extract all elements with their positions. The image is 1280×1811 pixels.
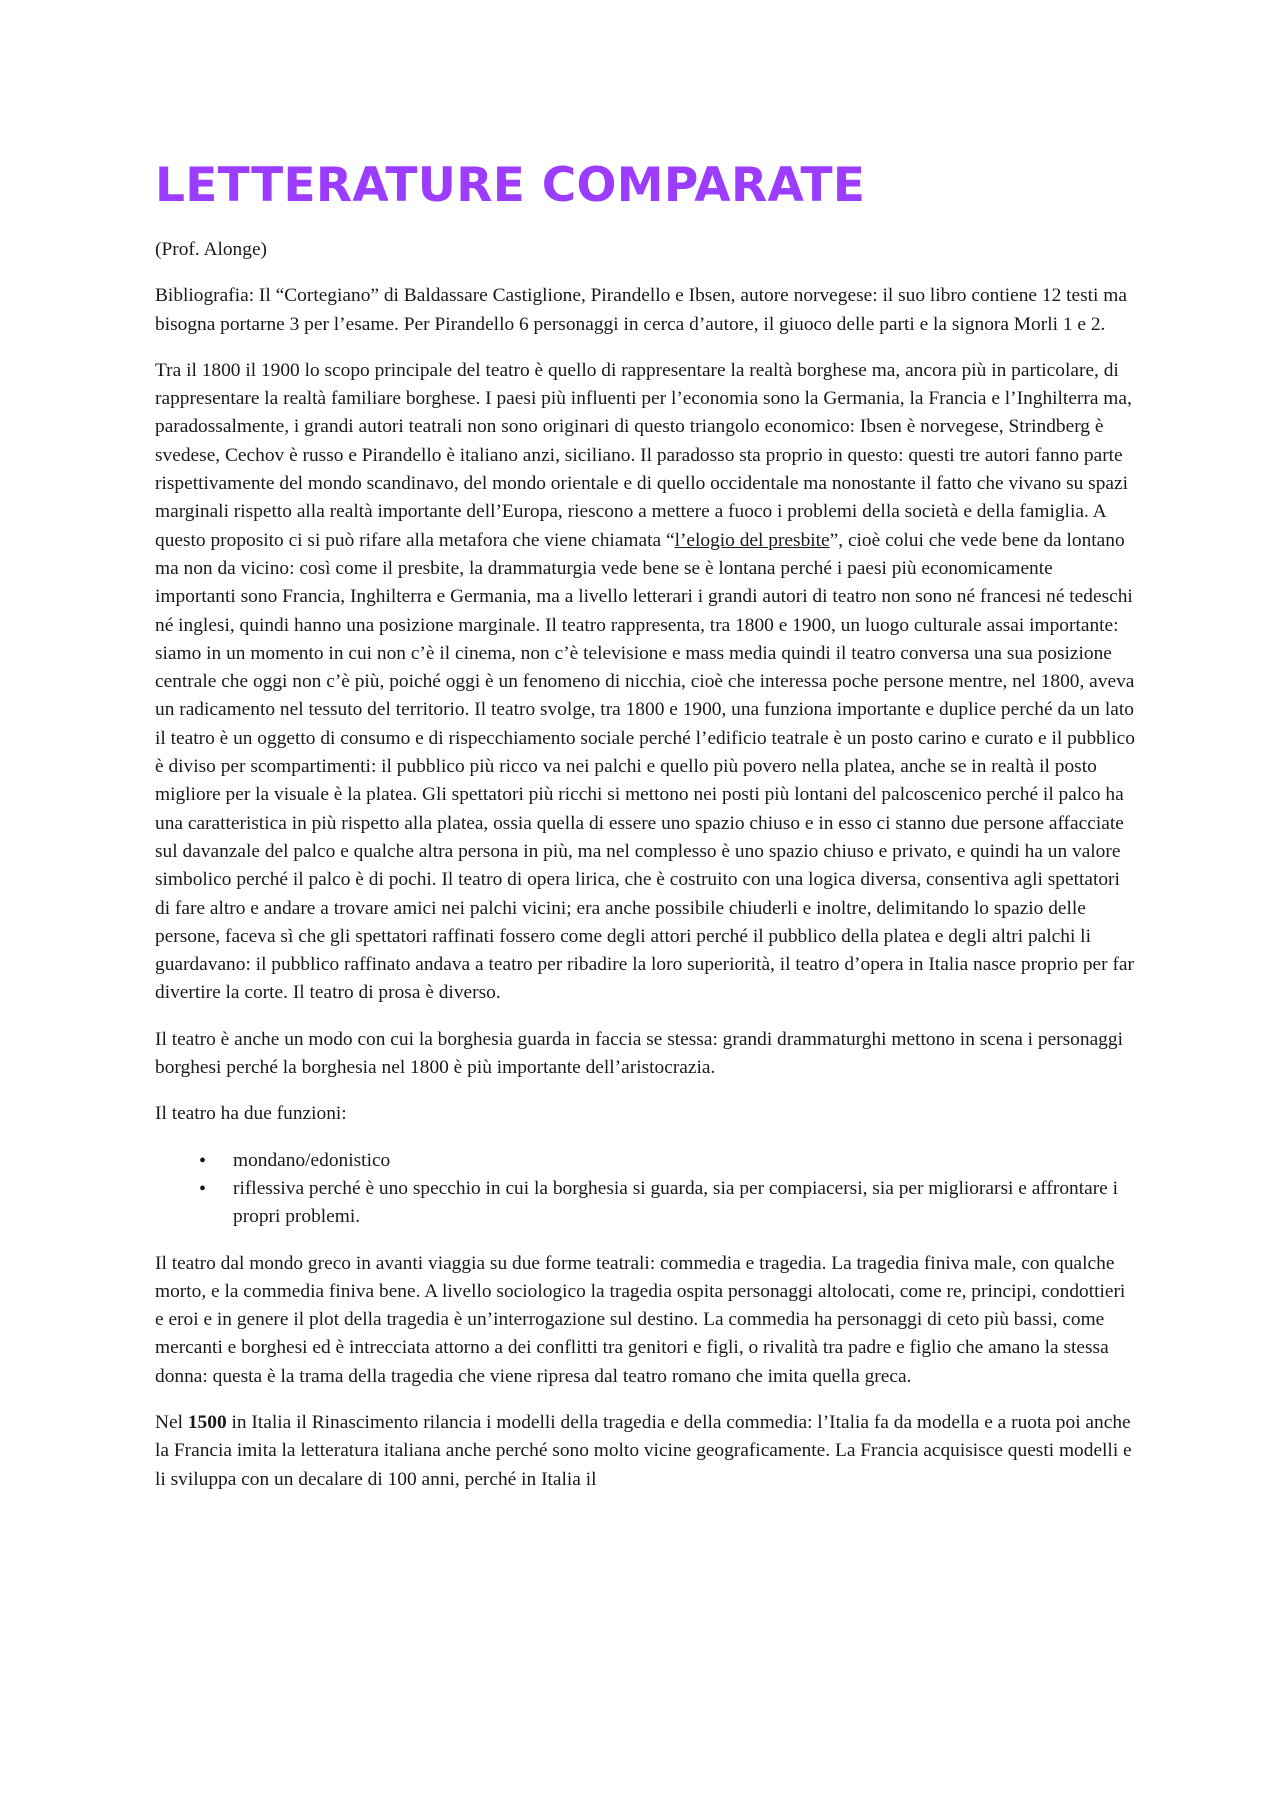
bold-year: 1500 — [187, 1411, 227, 1433]
list-item-text: mondano/edonistico — [233, 1149, 391, 1171]
list-item — [199, 1147, 1135, 1175]
paragraph-text: Nel — [155, 1411, 188, 1433]
paragraph-text: ”, cioè colui che vede bene da lontano ma non da vicino: così come il presbite, la drammaturgia vede bene se è lontana perché i paesi più economicamente importanti sono Francia, Inghilterra e Germania, ma a livello letterari i grandi autori di teatro non sono né francesi né tedeschi né inglesi, quindi hanno una posizione marginale. Il teatro rappresenta, tra 1800 e 1900, un luogo culturale assai importante: siamo in un momento in cui non c’è il cinema, non c’è televisione e mass media quindi il teatro conversa una sua posizione centrale che oggi non c’è più, poiché oggi è un fenomeno di nicchia, cioè che interessa poche persone mentre, nel 1800, aveva un radicamento nel tessuto del territorio. Il teatro svolge, tra 1800 e 1900, una funziona importante e duplice perché da un lato il teatro è un oggetto di consumo e di rispecchiamento sociale perché l’edificio teatrale è un posto carino e curato e il pubblico è diviso per scompartimenti: il pubblico più ricco va nei palchi e quello più povero nella platea, anche se in realtà il posto migliore per la visuale è la platea. Gli spettatori più ricchi si mettono nei posti più lontani del palcoscenico perché il palco ha una caratteristica in più rispetto alla platea, ossia quella di essere uno spazio chiuso e in esso ci stanno due persone affacciate sul davanzale del palco e qualche altra persona in più, ma nel complesso è uno spazio chiuso e privato, e quindi ha un valore simbolico perché il palco è di pochi. Il teatro di opera lirica, che è costruito con una logica diversa, consentiva agli spettatori di fare altro e andare a trovare amici nei palchi vicini; era anche possibile chiuderli e inoltre, delimitando lo spazio delle persone, faceva sì che gli spettatori raffinati fossero come degli attori perché il pubblico della platea e degli altri palchi li guardavano: il pubblico raffinato andava a teatro per ribadire la loro superiorità, il teatro d’opera in Italia nasce proprio per far divertire la corte. Il teatro di prosa è diverso. — [155, 529, 1135, 1004]
bullet-icon: • — [199, 1149, 207, 1172]
paragraph-functions-intro: Il teatro ha due funzioni: — [155, 1103, 347, 1125]
list-item-text: riflessiva perché è uno specchio in cui la borghesia si guarda, sia per compiacersi, sia per migliorarsi e affrontare i propri problemi. — [233, 1177, 1119, 1228]
document-page — [155, 140, 1135, 1512]
author-line: (Prof. Alonge) — [155, 239, 268, 260]
paragraph-renaissance — [155, 1409, 1135, 1494]
underlined-phrase: l’elogio del presbite — [674, 529, 830, 551]
paragraph-theatre-1800-1900 — [155, 357, 1135, 1008]
document-title: LETTERATURE COMPARATE — [155, 158, 866, 213]
bullet-icon: • — [199, 1177, 207, 1200]
list-item — [199, 1175, 1135, 1232]
paragraph-text: in Italia il Rinascimento rilancia i modelli della tragedia e della commedia: l’Italia fa da modella e a ruota poi anche la Francia imita la letteratura italiana anche perché sono molto vicine geograficamente. La Francia acquisisce questi modelli e li sviluppa con un decalare di 100 anni, perché in Italia il — [155, 1411, 1132, 1490]
paragraph-text: Tra il 1800 il 1900 lo scopo principale del teatro è quello di rappresentare la realtà borghese ma, ancora più in particolare, di rappresentare la realtà familiare borghese. I paesi più influenti per l’economia sono la Germania, la Francia e l’Inghilterra ma, paradossalmente, i grandi autori teatrali non sono originari di questo triangolo economico: Ibsen è norvegese, Strindberg è svedese, Cechov è russo e Pirandello è italiano anzi, siciliano. Il paradosso sta proprio in questo: questi tre autori fanno parte rispettivamente del mondo scandinavo, del mondo orientale e di quello occidentale ma nonostante il fatto che vivano su spazi marginali rispetto alla realtà importante dell’Europa, riescono a mettere a fuoco i problemi della società e della famiglia. A questo proposito ci si può rifare alla metafora che viene chiamata “ — [155, 359, 1132, 551]
paragraph-comedy-tragedy: Il teatro dal mondo greco in avanti viaggia su due forme teatrali: commedia e tragedia. La tragedia finiva male, con qualche morto, e la commedia finiva bene. A livello sociologico la tragedia ospita personaggi altolocati, come re, principi, condottieri e eroi e in genere il plot della tragedia è un’interrogazione sul destino. La commedia ha personaggi di ceto più bassi, come mercanti e borghesi ed è intrecciata attorno a dei conflitti tra genitori e figli, o rivalità tra padre e figlio che amano la stessa donna: questa è la trama della tragedia che viene ripresa dal teatro romano che imita quella greca. — [155, 1252, 1126, 1387]
paragraph-bourgeoisie: Il teatro è anche un modo con cui la borghesia guarda in faccia se stessa: grandi drammaturghi mettono in scena i personaggi borghesi perché la borghesia nel 1800 è più importante dell’aristocrazia. — [155, 1028, 1123, 1079]
functions-list — [155, 1147, 1135, 1232]
bibliography-paragraph: Bibliografia: Il “Cortegiano” di Baldassare Castiglione, Pirandello e Ibsen, autore norvegese: il suo libro contiene 12 testi ma bisogna portarne 3 per l’esame. Per Pirandello 6 personaggi in cerca d’autore, il giuoco delle parti e la signora Morli 1 e 2. — [155, 285, 1127, 335]
